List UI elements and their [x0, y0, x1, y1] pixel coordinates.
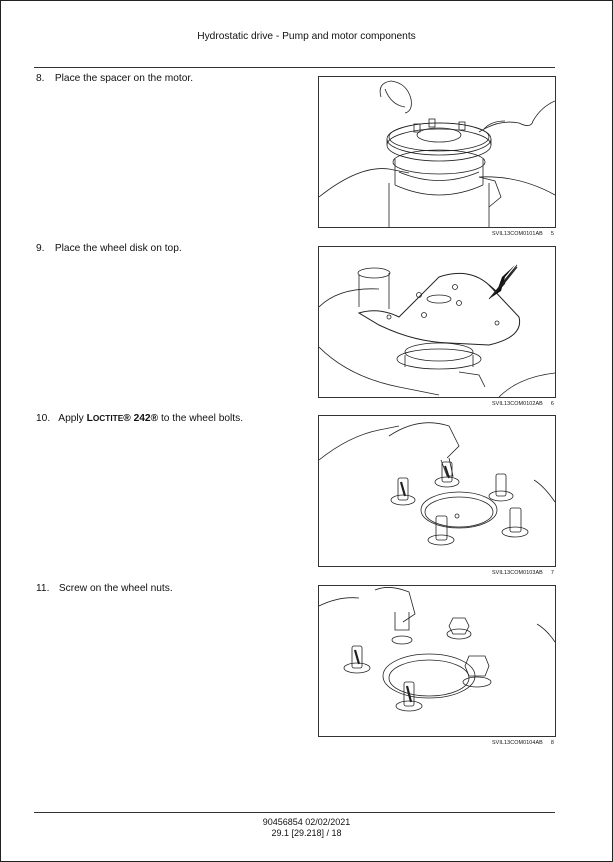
figure-apply-loctite — [318, 415, 556, 567]
figure-code: SVIL13COM0101AB — [491, 231, 543, 237]
step-8 — [36, 73, 193, 84]
figure-caption — [492, 570, 554, 576]
step-number: 9. — [36, 243, 45, 254]
figure-code: SVIL13COM0104AB — [491, 740, 543, 746]
figure-caption — [492, 401, 554, 407]
step-11 — [36, 583, 173, 594]
footer-doc-ref: 90456854 02/02/2021 — [262, 817, 351, 827]
figure-wheel-disk — [318, 246, 556, 398]
figure-code: SVIL13COM0103AB — [491, 570, 543, 576]
header-rule — [34, 67, 555, 68]
figure-caption — [492, 231, 554, 237]
figure-spacer-on-motor — [318, 76, 556, 228]
step-number: 11. — [36, 583, 50, 594]
step-text: Place the wheel disk on top. — [54, 243, 182, 254]
figure-number: 7 — [550, 570, 554, 576]
figure-screw-wheel-nuts — [318, 585, 556, 737]
step-text: Place the spacer on the motor. — [54, 73, 194, 84]
figure-caption — [492, 740, 554, 746]
figure-number: 6 — [550, 401, 554, 407]
figure-number: 8 — [550, 740, 554, 746]
step-number: 8. — [36, 73, 45, 84]
page-title: Hydrostatic drive - Pump and motor components — [197, 31, 416, 42]
step-text-before: Apply — [58, 413, 87, 424]
footer-page-ref: 29.1 [29.218] / 18 — [271, 828, 342, 838]
product-name: LOCTITE® 242® — [86, 413, 159, 424]
step-number: 10. — [36, 413, 51, 424]
step-10 — [36, 413, 243, 424]
footer-rule — [34, 812, 555, 813]
figure-code: SVIL13COM0102AB — [491, 401, 543, 407]
figure-number: 5 — [550, 231, 554, 237]
step-text: Screw on the wheel nuts. — [58, 583, 173, 594]
step-9 — [36, 243, 182, 254]
step-text-after: to the wheel bolts. — [158, 413, 244, 424]
